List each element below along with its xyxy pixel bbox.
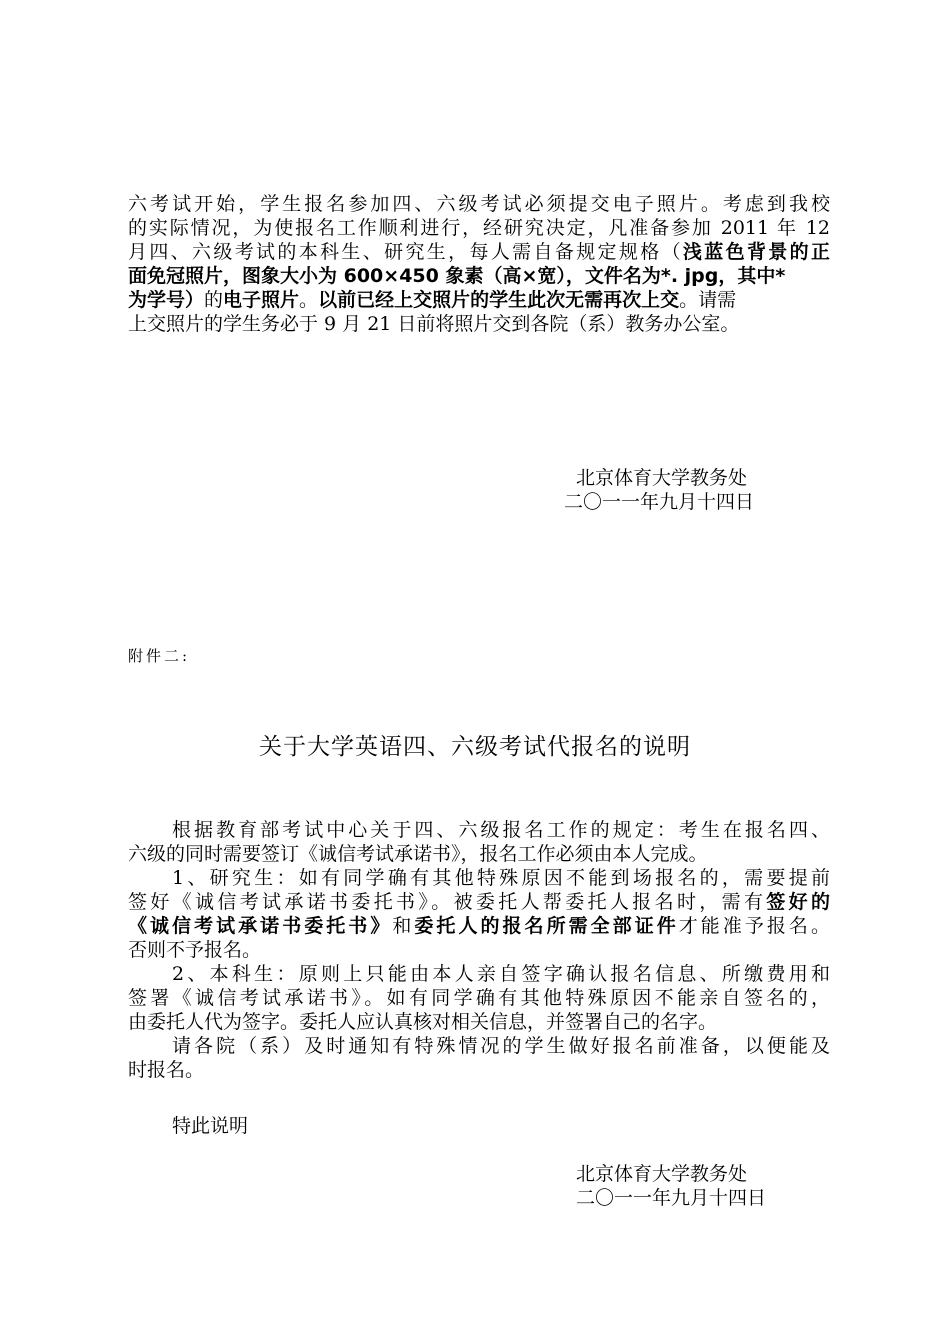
top-signature-org: 北京体育大学教务处 [576,467,748,489]
body-p3-line-2: 签署《诚信考试承诺书》。如有同学确有其他特殊原因不能亲自签名的， [128,987,830,1009]
body-p2-line-4: 否则不予报名。 [128,939,262,961]
body-p2-line-3: 《诚信考试承诺书委托书》和委托人的报名所需全部证件才能准予报名。 [128,915,830,937]
top-line-2: 的实际情况，为使报名工作顺利进行，经研究决定，凡准备参加 2011 年 12 [128,217,830,239]
top-line-1: 六考试开始，学生报名参加四、六级考试必须提交电子照片。考虑到我校 [128,193,830,215]
body-p2-line-2: 签好《诚信考试承诺书委托书》。被委托人帮委托人报名时，需有签好的 [128,891,830,913]
body-p4-line-2: 时报名。 [128,1059,205,1081]
body-p4-line-1: 请各院（系）及时通知有特殊情况的学生做好报名前准备，以便能及 [172,1035,830,1057]
body-p1-line-1: 根据教育部考试中心关于四、六级报名工作的规定：考生在报名四、 [172,819,830,841]
closing-text: 特此说明 [172,1115,249,1137]
bottom-signature-date: 二〇一一年九月十四日 [576,1187,767,1209]
body-p1-line-2: 六级的同时需要签订《诚信考试承诺书》，报名工作必须由本人完成。 [128,843,708,865]
top-signature-date: 二〇一一年九月十四日 [564,491,755,513]
top-line-4: 面免冠照片，图象大小为 600×450 象素（高×宽），文件名为*. jpg，其中* [128,265,786,287]
top-line-6: 上交照片的学生务必于 9 月 21 日前将照片交到各院（系）教务办公室。 [128,313,740,335]
body-p3-line-3: 由委托人代为签字。委托人应认真核对相关信息，并签署自己的名字。 [128,1011,718,1033]
top-line-5: 为学号）的电子照片。以前已经上交照片的学生此次无需再次上交。请需 [128,289,737,311]
bottom-signature-org: 北京体育大学教务处 [576,1163,748,1185]
attachment-label: 附件二: [128,647,191,665]
body-p3-line-1: 2、本科生：原则上只能由本人亲自签字确认报名信息、所缴费用和 [172,963,830,985]
body-p2-line-1: 1、研究生：如有同学确有其他特殊原因不能到场报名的，需要提前 [172,867,830,889]
top-line-3: 月四、六级考试的本科生、研究生，每人需自备规定规格（浅蓝色背景的正 [128,241,830,263]
document-title: 关于大学英语四、六级考试代报名的说明 [259,734,691,760]
